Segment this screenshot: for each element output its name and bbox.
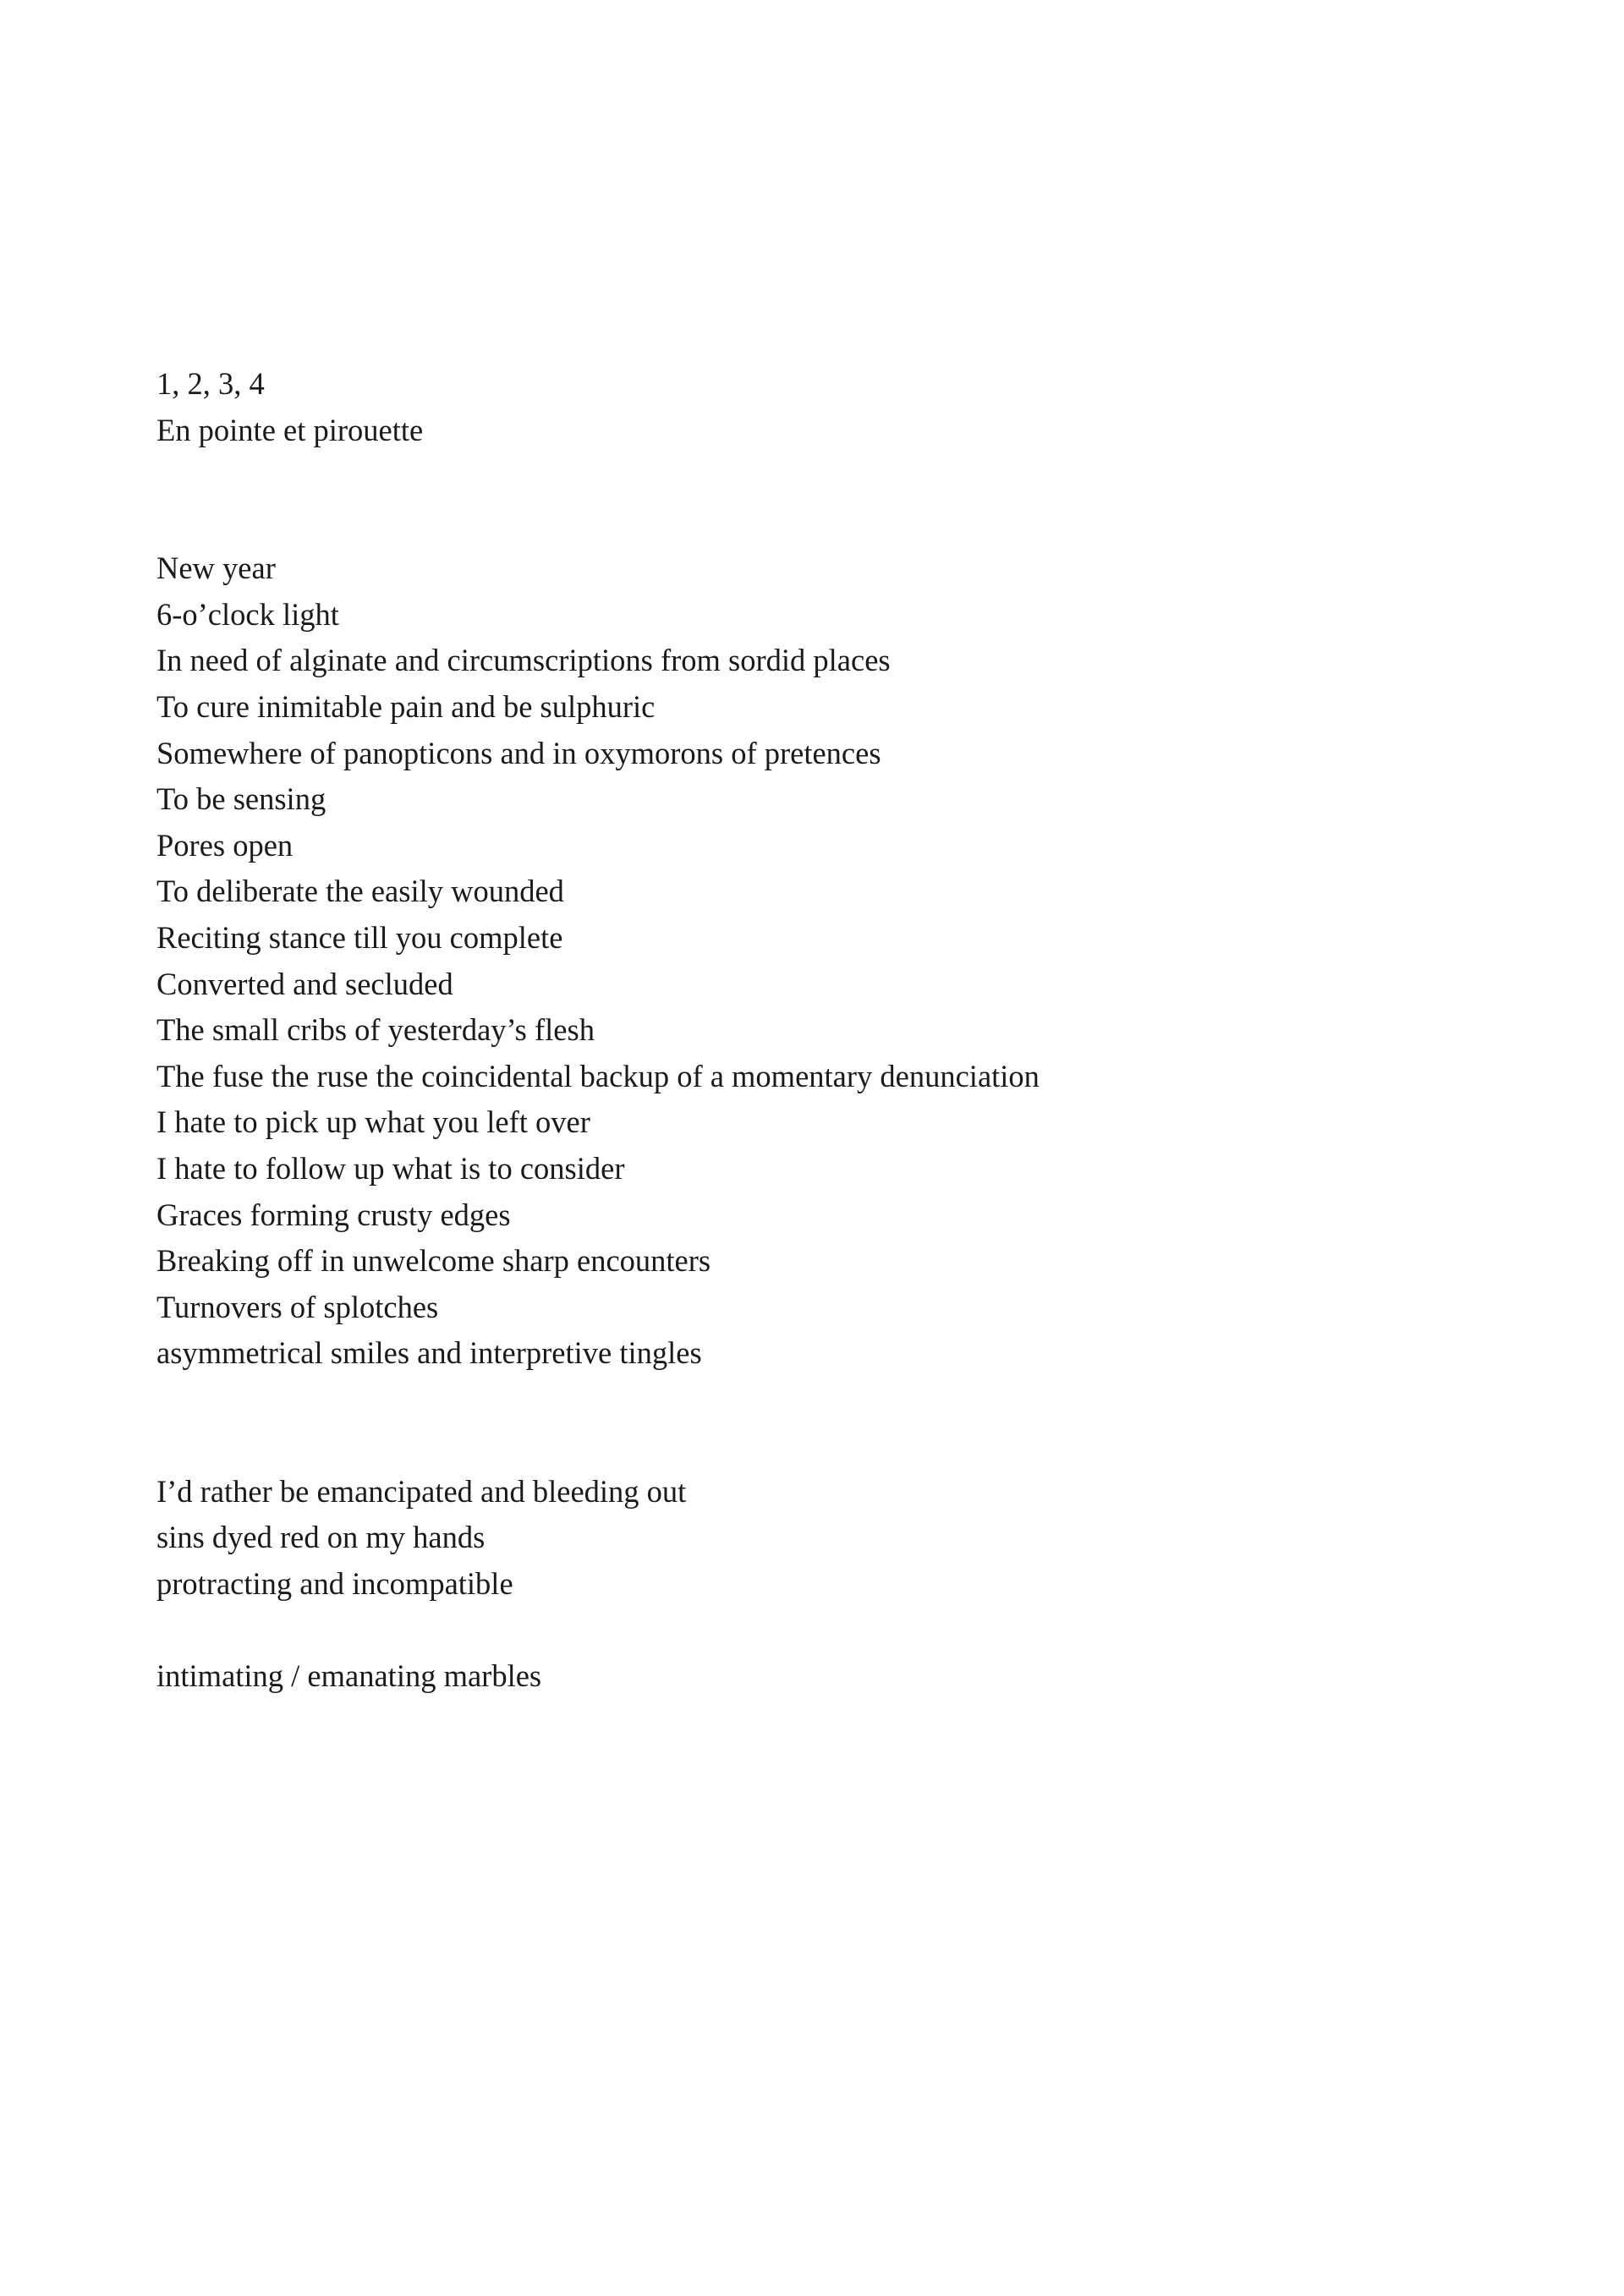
poem-line: New year: [156, 551, 276, 586]
poem-line: To deliberate the easily wounded: [156, 874, 564, 909]
poem-line: Converted and secluded: [156, 966, 453, 1001]
poem-line: Reciting stance till you complete: [156, 919, 563, 955]
poem-line: I hate to follow up what is to consider: [156, 1150, 625, 1186]
stanza-1: [156, 545, 1476, 1377]
poem-line: 1, 2, 3, 4: [156, 366, 265, 401]
poem-line: I hate to pick up what you left over: [156, 1104, 590, 1140]
stanza-break: [156, 453, 1476, 545]
poem-line: In need of alginate and circumscriptions from sordid places: [156, 643, 891, 678]
stanza-2: [156, 1469, 1476, 1608]
poem-line: protracting and incompatible: [156, 1566, 513, 1602]
poem-line: To be sensing: [156, 781, 326, 817]
poem-body: [156, 361, 1476, 1700]
stanza-break: [156, 1377, 1476, 1469]
poem-line: Graces forming crusty edges: [156, 1197, 511, 1232]
closing-line-block: [156, 1653, 1476, 1700]
stanza-break: [156, 1608, 1476, 1654]
poem-line: Breaking off in unwelcome sharp encounters: [156, 1243, 711, 1279]
poem-line: En pointe et pirouette: [156, 412, 424, 447]
poem-line: 6-o’clock light: [156, 596, 339, 632]
poem-line: The fuse the ruse the coincidental backup of a momentary denunciation: [156, 1058, 1040, 1093]
poem-line: Turnovers of splotches: [156, 1289, 439, 1324]
poem-line: asymmetrical smiles and interpretive tingles: [156, 1335, 702, 1371]
poem-line: Somewhere of panopticons and in oxymorons of pretences: [156, 735, 881, 770]
poem-line: sins dyed red on my hands: [156, 1520, 486, 1555]
intro-block: [156, 361, 1476, 453]
poem-line: To cure inimitable pain and be sulphuric: [156, 688, 656, 724]
poem-line: The small cribs of yesterday’s flesh: [156, 1012, 595, 1048]
poem-line: intimating / emanating marbles: [156, 1658, 542, 1694]
poem-line: I’d rather be emancipated and bleeding out: [156, 1473, 687, 1509]
poem-line: Pores open: [156, 827, 294, 863]
